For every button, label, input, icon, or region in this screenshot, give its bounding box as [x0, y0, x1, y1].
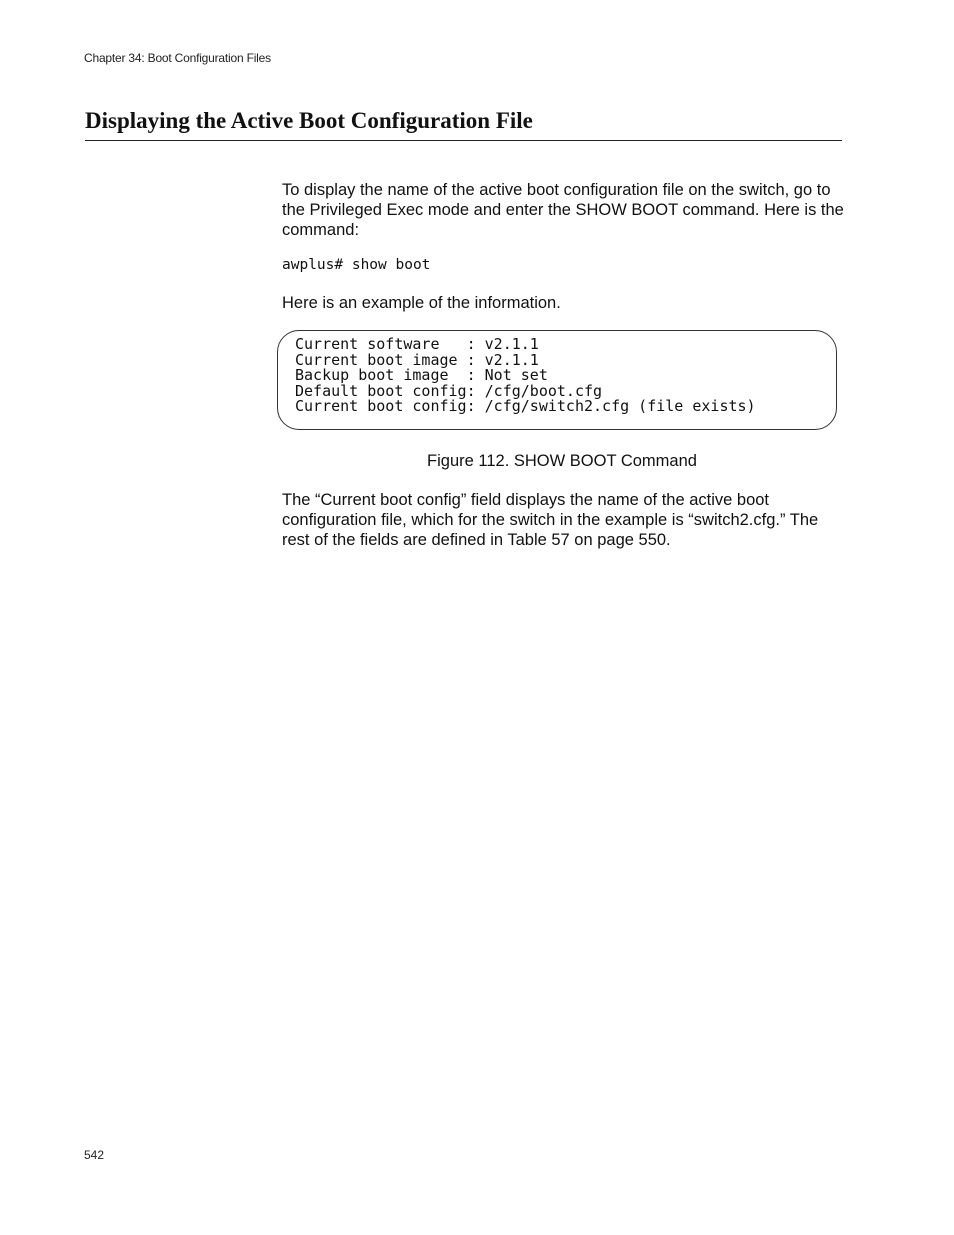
- output-line: Current boot config: /cfg/switch2.cfg (file exists): [295, 397, 756, 415]
- example-intro-paragraph: Here is an example of the information.: [282, 294, 561, 312]
- page-number: 542: [84, 1148, 105, 1162]
- explanation-paragraph: The “Current boot config” field displays the name of the active boot configuration file, which for the switch in the example is “switch2.cfg.” The rest of the fields are defined in Table 57 on page 550.: [282, 491, 819, 549]
- output-line: Current software : v2.1.1: [295, 335, 539, 353]
- output-line: Current boot image : v2.1.1: [295, 350, 539, 369]
- section-title: Displaying the Active Boot Configuration File: [85, 108, 533, 133]
- title-rule: [85, 140, 842, 141]
- output-line: Default boot config: /cfg/boot.cfg: [295, 381, 603, 400]
- running-header: Chapter 34: Boot Configuration Files: [84, 51, 271, 65]
- command-example: awplus# show boot: [282, 257, 431, 273]
- command-output: [295, 337, 756, 415]
- output-line: Backup boot image : Not set: [295, 366, 548, 384]
- figure-caption: Figure 112. SHOW BOOT Command: [427, 452, 697, 470]
- intro-paragraph: To display the name of the active boot configuration file on the switch, go to the Privileged Exec mode and enter the SHOW BOOT command. Here is the command:: [282, 181, 844, 239]
